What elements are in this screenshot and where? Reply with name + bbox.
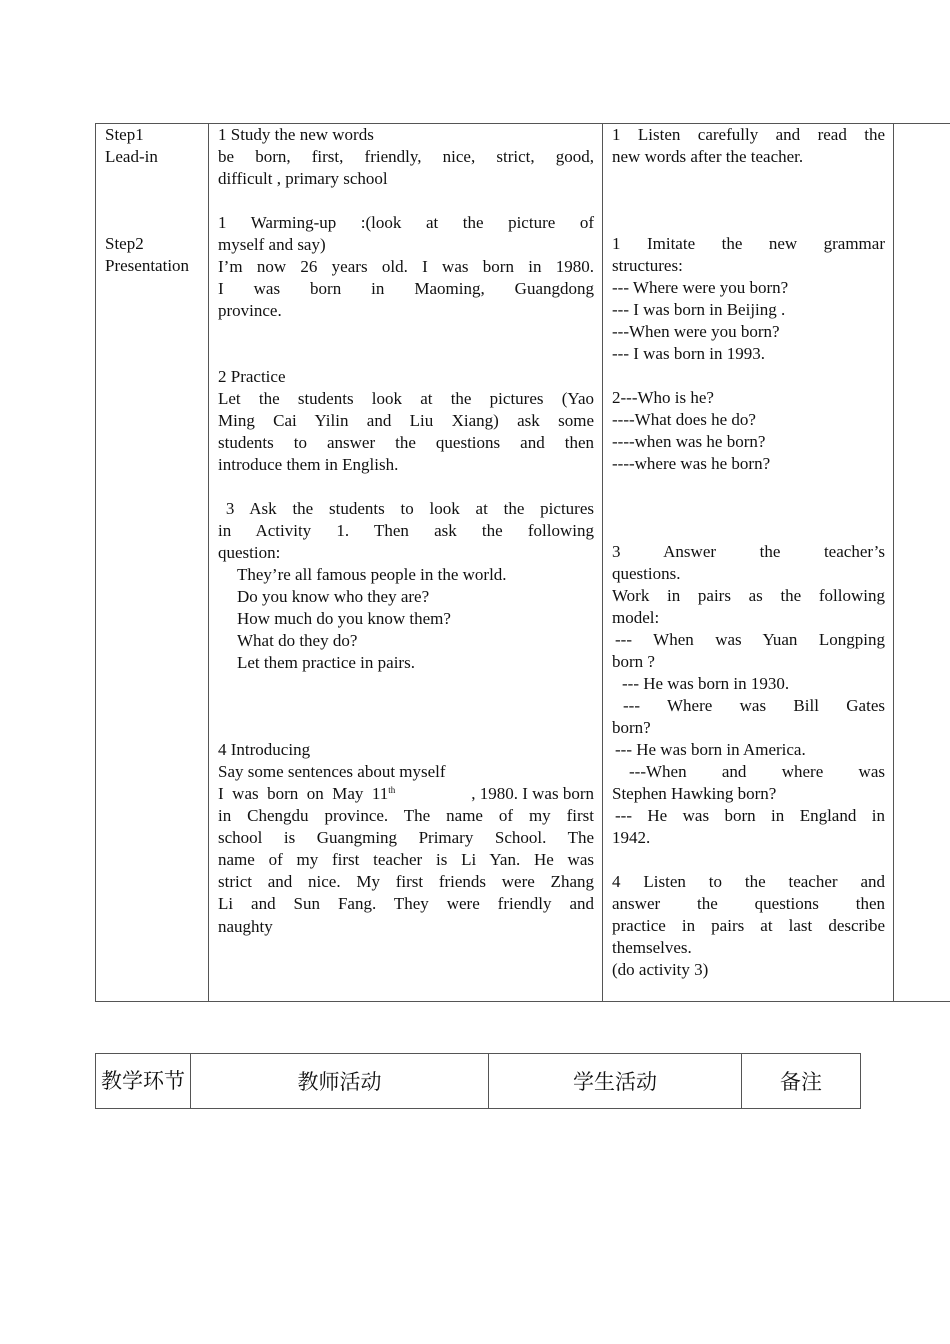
header-teaching-step: 教学环节 — [96, 1054, 191, 1109]
text-line: --- He was born in England in — [615, 806, 885, 825]
text-line: 1942. — [612, 828, 651, 847]
text-line: 4 Listen to the teacher and — [612, 872, 885, 891]
text-line: born ? — [612, 652, 655, 671]
text-line: How much do you know them? — [237, 609, 451, 628]
text-line: Say some sentences about myself — [218, 762, 446, 781]
text-line: be born, first, friendly, nice, strict, good, — [218, 147, 594, 166]
step1-name: Lead-in — [105, 147, 158, 166]
text-line: 2 Practice — [218, 367, 286, 386]
text-line: 1 Listen carefully and read the — [612, 125, 885, 144]
text-line: structures: — [612, 256, 683, 275]
text-line: myself and say) — [218, 235, 326, 254]
text-line: introduce them in English. — [218, 455, 399, 474]
text-line: 1 Warming-up :(look at the picture of — [218, 213, 594, 232]
text-line: 3 Ask the students to look at the pictures — [218, 499, 594, 518]
steps-column — [96, 124, 209, 1002]
text-line: province. — [218, 301, 282, 320]
text-line: I’m now 26 years old. I was born in 1980. — [218, 257, 594, 276]
text-line: strict and nice. My first friends were Zhang — [218, 872, 594, 891]
step2-label: Step2 — [105, 234, 144, 253]
text-line: They’re all famous people in the world. — [237, 565, 507, 584]
text-line: --- I was born in Beijing . — [612, 300, 786, 319]
teacher-activity-column — [209, 124, 603, 1002]
text-line: questions. — [612, 564, 681, 583]
text-line: --- Where were you born? — [612, 278, 789, 297]
text-line: --- He was born in 1930. — [622, 674, 790, 693]
text-line: Work in pairs as the following — [612, 586, 885, 605]
text-line: 3 Answer the teacher’s — [612, 542, 885, 561]
text-line: ----What does he do? — [612, 410, 756, 429]
text-line: school is Guangming Primary School. The — [218, 828, 594, 847]
text-line: Ming Cai Yilin and Liu Xiang) ask some — [218, 411, 594, 430]
text-line: Let the students look at the pictures (Yao — [218, 389, 594, 408]
text-line: ---When were you born? — [612, 322, 780, 341]
text-line: --- He was born in America. — [615, 740, 806, 759]
text-line: I was born in Maoming, Guangdong — [218, 279, 594, 298]
text-line: naughty — [218, 917, 273, 936]
text-line: ----when was he born? — [612, 432, 766, 451]
text-line: born? — [612, 718, 651, 737]
header-teacher-activity: 教师活动 — [191, 1054, 489, 1109]
text-line: Stephen Hawking born? — [612, 784, 777, 803]
text-line: (do activity 3) — [612, 960, 709, 979]
text-line: name of my first teacher is Li Yan. He was — [218, 850, 594, 869]
text-line: question: — [218, 543, 281, 562]
text-line: --- Where was Bill Gates — [623, 696, 885, 715]
text-line: new words after the teacher. — [612, 147, 804, 166]
text-line: 1 Study the new words — [218, 125, 374, 144]
text-line: What do they do? — [237, 631, 358, 650]
text-line: answer the questions then — [612, 894, 885, 913]
text-line: in Activity 1. Then ask the following — [218, 521, 594, 540]
text-line: model: — [612, 608, 660, 627]
text-line: 2---Who is he? — [612, 388, 714, 407]
header-notes: 备注 — [742, 1054, 861, 1109]
text-line: Let them practice in pairs. — [237, 653, 415, 672]
text-line: practice in pairs at last describe — [612, 916, 885, 935]
text-line: in Chengdu province. The name of my first — [218, 806, 594, 825]
step2-name: Presentation — [105, 256, 190, 275]
text-line: Li and Sun Fang. They were friendly and — [218, 894, 594, 913]
lesson-plan-table — [95, 123, 950, 1002]
text-line: students to answer the questions and then — [218, 433, 594, 452]
text-line: Do you know who they are? — [237, 587, 430, 606]
text-line: 1 Imitate the new grammar — [612, 234, 885, 253]
text-line: 4 Introducing — [218, 740, 311, 759]
text-line: difficult , primary school — [218, 169, 388, 188]
text-line: --- I was born in 1993. — [612, 344, 765, 363]
text-line: ---When and where was — [629, 762, 885, 781]
text-line: --- When was Yuan Longping — [615, 630, 885, 649]
header-student-activity: 学生活动 — [489, 1054, 742, 1109]
text-line-with-superscript: I was born on May 11th , 1980. I was born — [218, 784, 594, 803]
header-table — [95, 1053, 861, 1109]
notes-column — [894, 124, 950, 1002]
student-activity-column — [603, 124, 894, 1002]
text-line: ----where was he born? — [612, 454, 771, 473]
step1-label: Step1 — [105, 125, 144, 144]
text-line: themselves. — [612, 938, 692, 957]
